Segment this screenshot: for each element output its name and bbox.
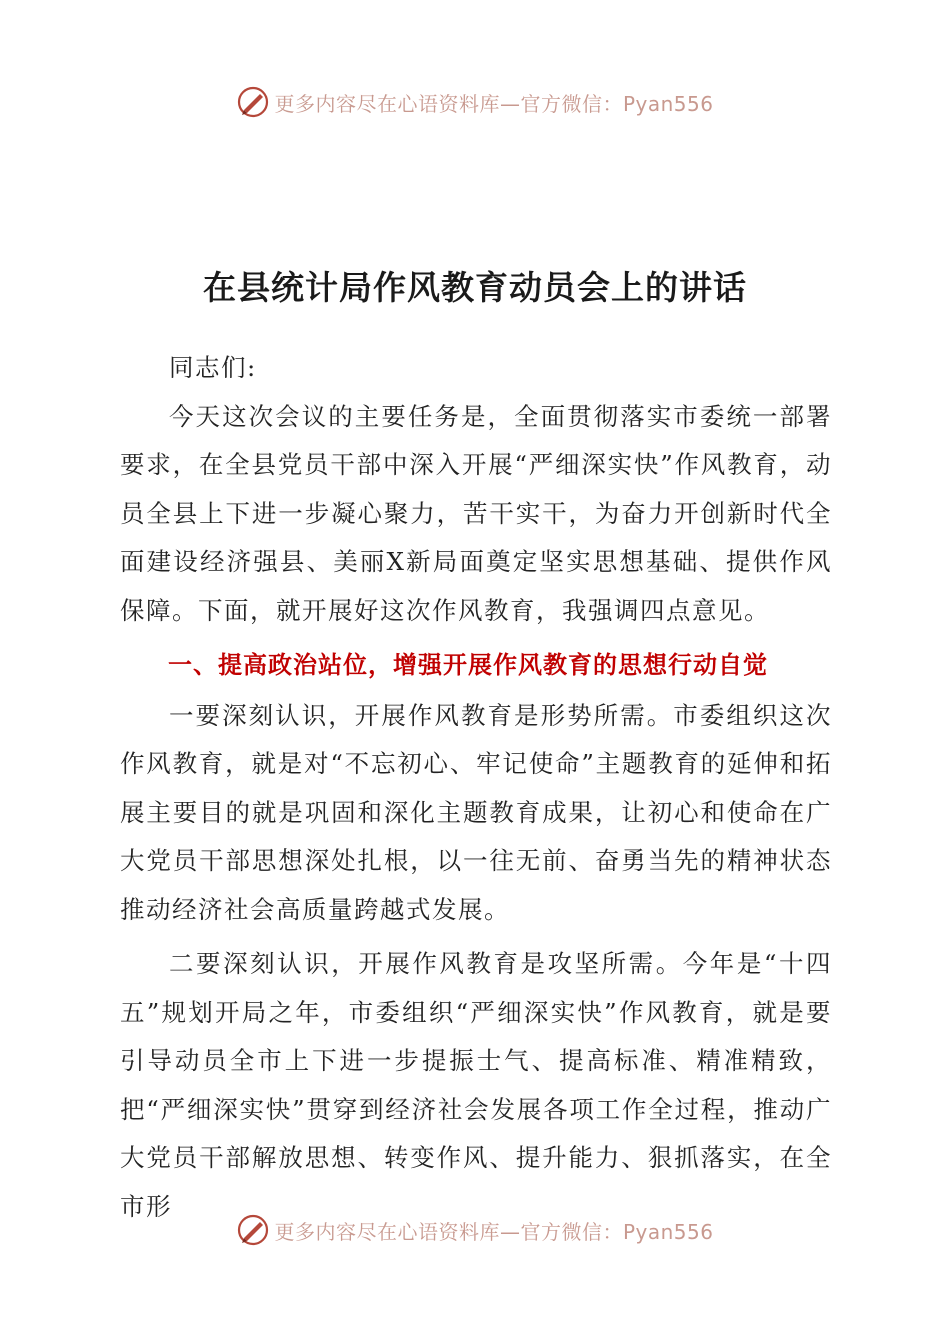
intro-paragraph: 今天这次会议的主要任务是，全面贯彻落实市委统一部署要求，在全县党员干部中深入开展“严细深实快”作风教育，动员全县上下进一步凝心聚力，苦干实干，为奋力开创新时代全面建设经济强县、美丽X新局面奠定坚实思想基础、提供作风保障。下面，就开展好这次作风教育，我强调四点意见。 bbox=[120, 401, 832, 625]
document-body bbox=[120, 344, 832, 1231]
greeting: 同志们: bbox=[169, 353, 257, 382]
watermark-banner-top bbox=[0, 84, 950, 120]
body-paragraph: 二要深刻认识，开展作风教育是攻坚所需。今年是“十四五”规划开局之年，市委组织“严细深实快”作风教育，就是要引导动员全市上下进一步提振士气、提高标准、精准精致，把“严细深实快”贯穿到经济社会发展各项工作全过程，推动广大党员干部解放思想、转变作风、提升能力、狠抓落实，在全市形 bbox=[120, 949, 832, 1221]
watermark-banner-bottom bbox=[0, 1212, 950, 1248]
body-paragraph: 一要深刻认识，开展作风教育是形势所需。市委组织这次作风教育，就是对“不忘初心、牢记使命”主题教育的延伸和拓展主要目的就是巩固和深化主题教育成果，让初心和使命在广大党员干部思想深处扎根，以一往无前、奋勇当先的精神状态推动经济社会高质量跨越式发展。 bbox=[120, 700, 832, 924]
section-heading: 一、提高政治站位，增强开展作风教育的思想行动自觉 bbox=[168, 651, 768, 679]
watermark-text: 更多内容尽在心语资料库—官方微信：Pyan556 bbox=[274, 1219, 714, 1244]
pen-logo-icon bbox=[236, 85, 270, 119]
watermark-text: 更多内容尽在心语资料库—官方微信：Pyan556 bbox=[274, 91, 714, 116]
document-title: 在县统计局作风教育动员会上的讲话 bbox=[203, 268, 747, 307]
pen-logo-icon bbox=[236, 1213, 270, 1247]
